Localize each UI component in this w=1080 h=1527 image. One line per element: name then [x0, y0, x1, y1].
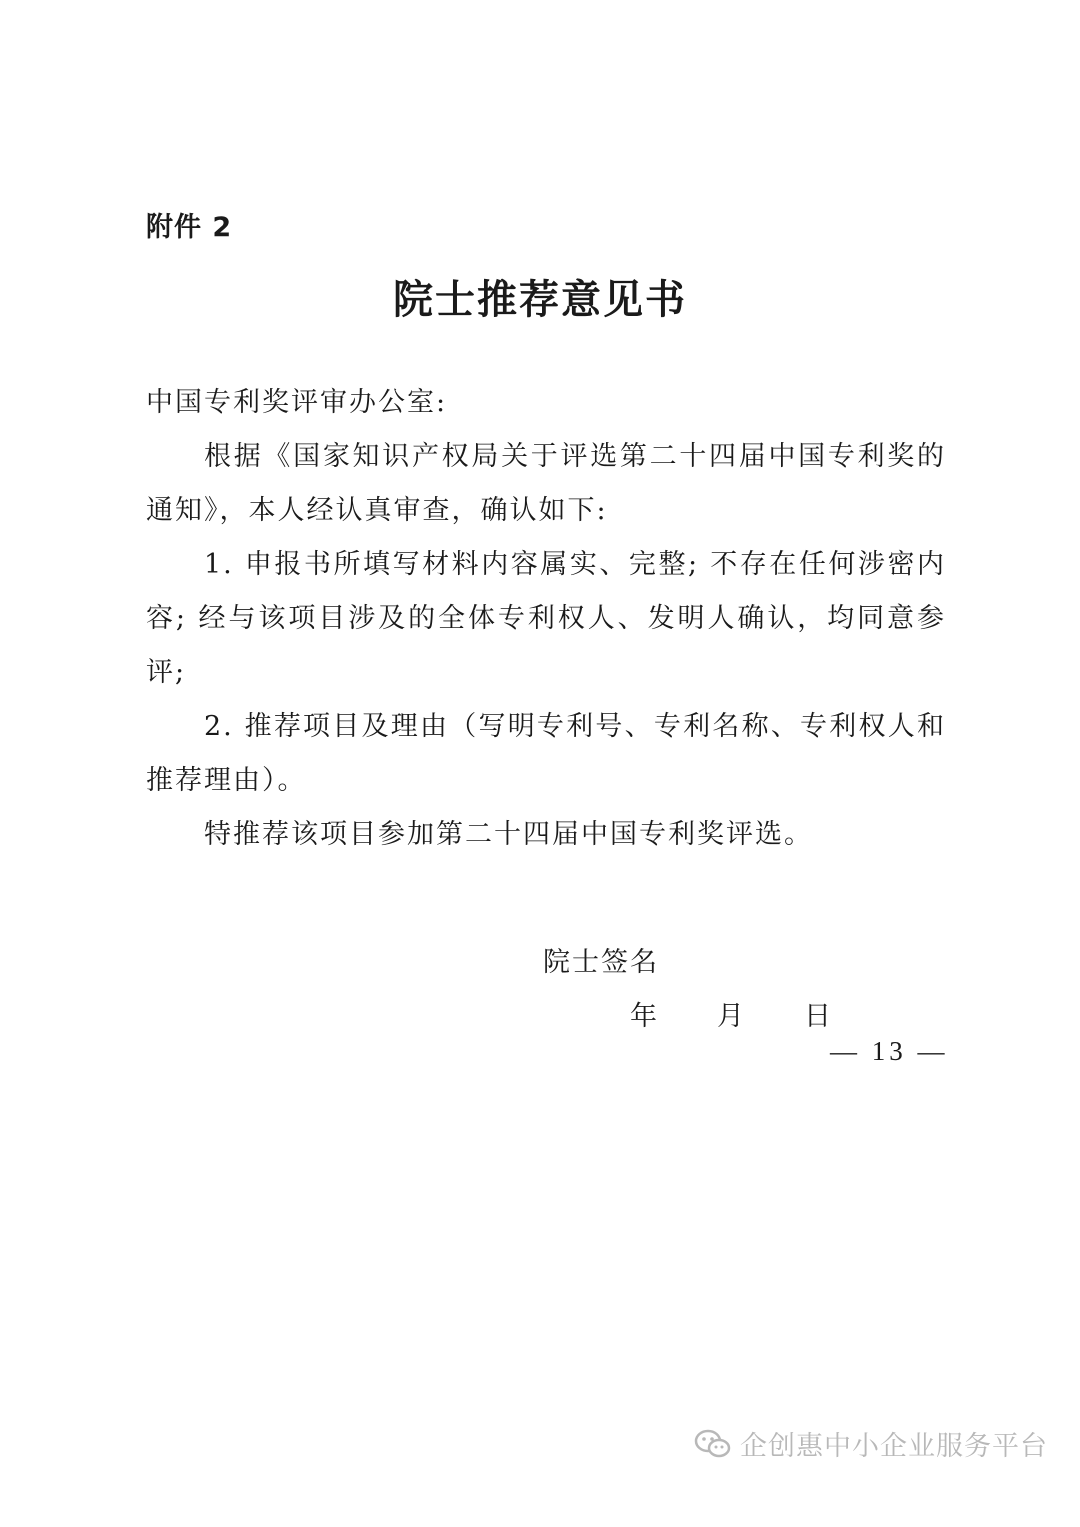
date-day: 日 [804, 1001, 831, 1032]
date-month: 月 [717, 1001, 744, 1032]
attachment-label: 附件 2 [146, 212, 233, 243]
salutation: 中国专利奖评审办公室: [146, 387, 448, 418]
paragraph-item-2: 2. 推荐项目及理由（写明专利号、专利名称、专利权人和推荐理由）。 [146, 711, 946, 796]
date-line [630, 994, 831, 1033]
page-number: — 13 — [830, 1036, 949, 1066]
paragraph-recommendation: 特推荐该项目参加第二十四届中国专利奖评选。 [204, 819, 813, 850]
letter-body [146, 430, 946, 862]
paragraph-basis: 根据《国家知识产权局关于评选第二十四届中国专利奖的通知》，本人经认真审查，确认如下: [146, 441, 946, 526]
wechat-icon [694, 1428, 732, 1460]
date-year: 年 [630, 1001, 657, 1032]
paragraph-item-1: 1. 申报书所填写材料内容属实、完整; 不存在任何涉密内容; 经与该项目涉及的全体专利权人、发明人确认，均同意参评; [146, 549, 946, 688]
document-title: 院士推荐意见书 [393, 276, 687, 323]
watermark-text: 企创惠中小企业服务平台 [740, 1431, 1048, 1462]
signature-label: 院士签名 [543, 947, 659, 978]
watermark [694, 1424, 1048, 1463]
